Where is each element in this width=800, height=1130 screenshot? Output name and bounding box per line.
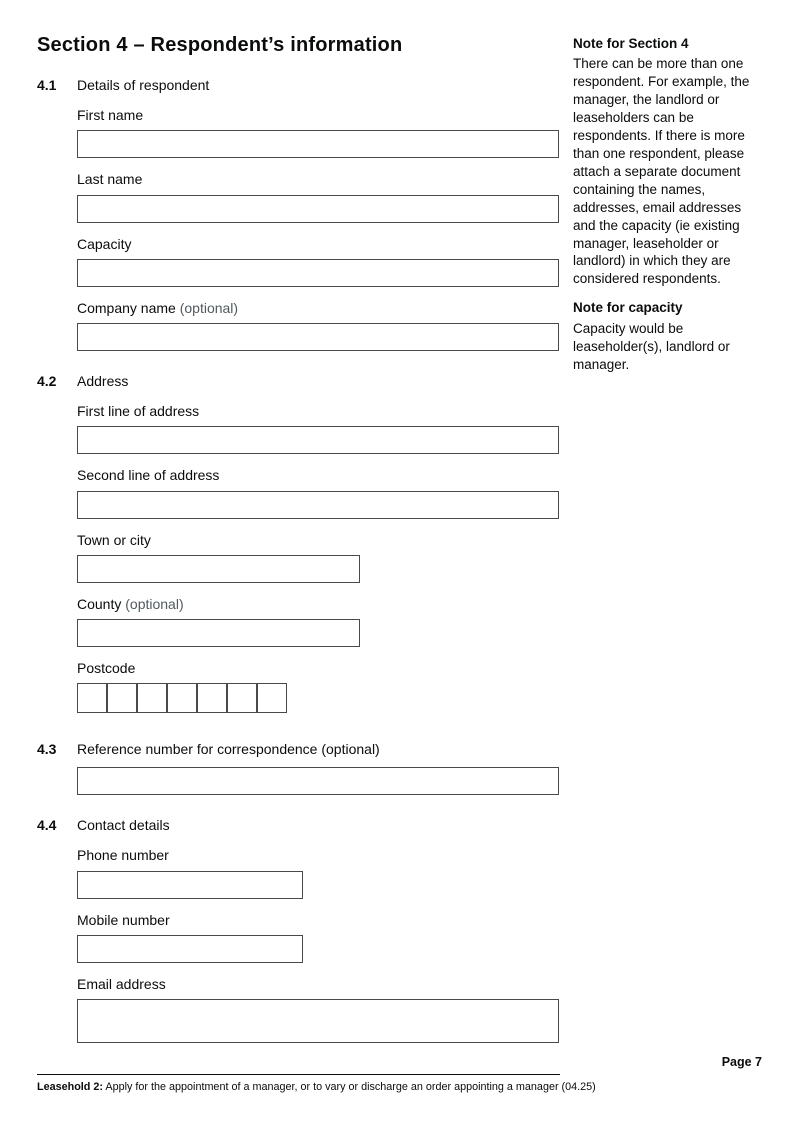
section-4-4 <box>37 816 559 1043</box>
company-name-label <box>77 299 559 317</box>
section-4-2 <box>37 372 559 713</box>
capacity-label: Capacity <box>77 235 132 252</box>
county-input[interactable] <box>77 619 360 647</box>
company-name-label-text: Company name <box>77 299 176 316</box>
section-number: 4.4 <box>37 817 57 834</box>
first-name-label: First name <box>77 107 144 124</box>
email-address-field <box>77 975 559 1043</box>
note-section-heading: Note for Section 4 <box>573 36 689 51</box>
page-footer <box>37 1055 762 1094</box>
mobile-number-label: Mobile number <box>77 911 170 928</box>
note-capacity-heading: Note for capacity <box>573 300 683 316</box>
postcode-cell-4[interactable] <box>167 683 197 713</box>
note-section-body: There can be more than one respondent. For example, the manager, the landlord or leaseholders can be respondents. If there is more than one respondent, please attach a separate document containing the names, addresses, email addresses and the capacity (ie existing manager, leaseholder or landlord) in which they are considered respondents. <box>573 56 750 287</box>
county-label <box>77 595 559 613</box>
section-4-1 <box>37 76 559 351</box>
postcode-cell-7[interactable] <box>257 683 287 713</box>
page-number: Page 7 <box>721 1054 762 1069</box>
postcode-label: Postcode <box>77 659 136 676</box>
section-body <box>77 76 559 351</box>
capacity-input[interactable] <box>77 259 559 287</box>
postcode-cell-5[interactable] <box>197 683 227 713</box>
section-number: 4.2 <box>37 372 57 389</box>
section-heading: Address <box>77 372 129 389</box>
section-heading: Contact details <box>77 817 170 834</box>
section-body <box>77 816 559 1043</box>
section-number: 4.3 <box>37 741 57 758</box>
address-line-2-input[interactable] <box>77 491 559 519</box>
mobile-number-field <box>77 911 559 963</box>
section-body <box>77 740 559 795</box>
first-name-input[interactable] <box>77 130 559 158</box>
page-title: Section 4 – Respondent’s information <box>37 34 403 56</box>
phone-number-label: Phone number <box>77 847 169 864</box>
address-line-2-field <box>77 466 559 518</box>
address-line-2-label: Second line of address <box>77 467 220 484</box>
postcode-cell-1[interactable] <box>77 683 107 713</box>
postcode-cell-6[interactable] <box>227 683 257 713</box>
last-name-field <box>77 170 559 222</box>
company-name-optional-hint: (optional) <box>179 299 239 316</box>
phone-number-input[interactable] <box>77 871 303 899</box>
section-heading: Details of respondent <box>77 77 210 93</box>
footer-form-id: Leasehold 2: <box>37 1080 103 1093</box>
town-or-city-field <box>77 531 559 583</box>
county-field <box>77 595 559 647</box>
county-label-text: County <box>77 595 122 612</box>
footer-form-description: Apply for the appointment of a manager, or to vary or discharge an order appointing a manager (04.25) <box>103 1080 596 1093</box>
footer-divider <box>37 1074 560 1075</box>
section-number: 4.1 <box>37 77 57 93</box>
first-name-field <box>77 106 559 158</box>
town-or-city-input[interactable] <box>77 555 360 583</box>
address-line-1-field <box>77 402 559 454</box>
county-optional-hint: (optional) <box>125 595 184 612</box>
section-body <box>77 372 559 713</box>
notes-sidebar <box>573 34 763 1043</box>
company-name-input[interactable] <box>77 323 559 351</box>
postcode-field <box>77 659 559 713</box>
town-or-city-label: Town or city <box>77 531 151 548</box>
reference-number-input[interactable] <box>77 767 559 795</box>
email-address-label: Email address <box>77 975 166 992</box>
section-4-3 <box>37 740 559 795</box>
capacity-field <box>77 235 559 287</box>
main-column <box>37 34 559 1043</box>
reference-number-field <box>77 767 559 795</box>
mobile-number-input[interactable] <box>77 935 303 963</box>
email-address-input[interactable] <box>77 999 559 1043</box>
phone-number-field <box>77 846 559 898</box>
postcode-cell-2[interactable] <box>107 683 137 713</box>
section-heading: Reference number for correspondence (optional) <box>77 741 380 758</box>
company-name-field <box>77 299 559 351</box>
postcode-cell-3[interactable] <box>137 683 167 713</box>
last-name-label: Last name <box>77 171 143 188</box>
postcode-boxes <box>77 683 559 713</box>
last-name-input[interactable] <box>77 195 559 223</box>
footer-form-reference <box>37 1080 762 1094</box>
note-capacity-body: Capacity would be leaseholder(s), landlord or manager. <box>573 321 730 373</box>
address-line-1-label: First line of address <box>77 403 200 420</box>
address-line-1-input[interactable] <box>77 426 559 454</box>
